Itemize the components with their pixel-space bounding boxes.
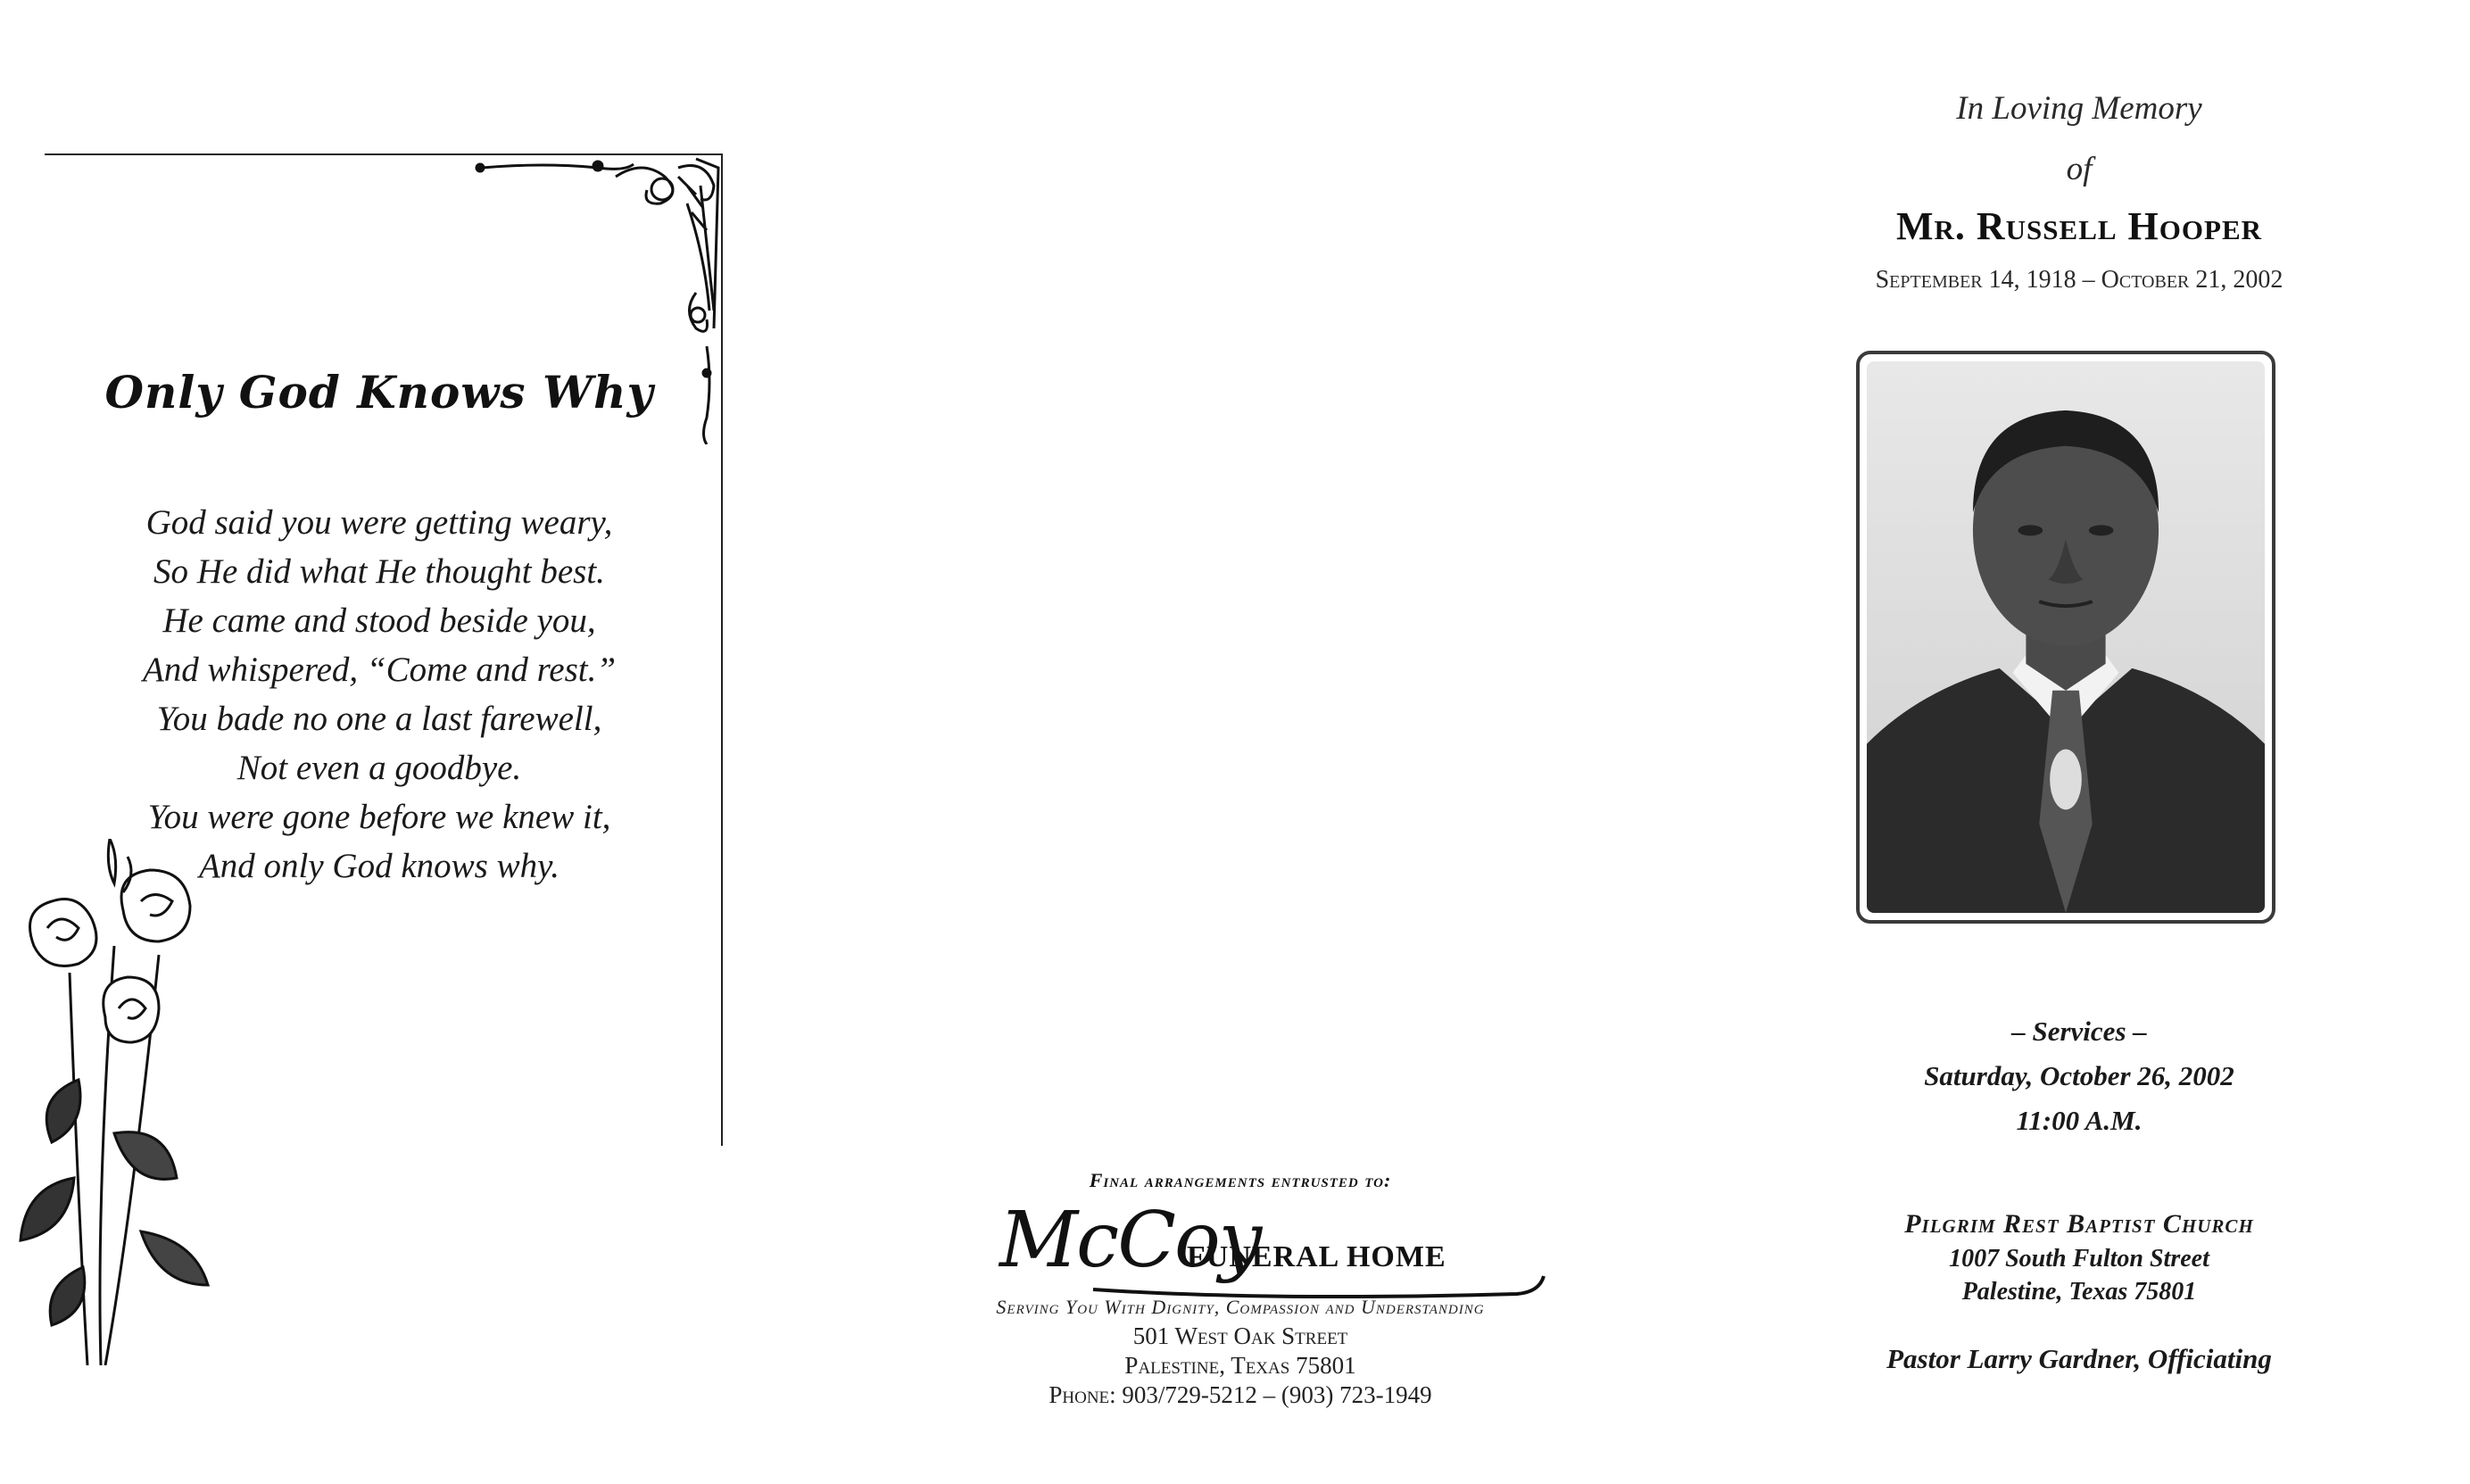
deceased-name: Mr. Russell Hooper [1895,204,2263,248]
portrait-icon [1867,361,2265,913]
poem [71,498,687,891]
funeral-home-street: 501 West Oak Street [1132,1322,1348,1349]
poem-line: You bade no one a last farewell, [156,700,602,738]
poem-line: You were gone before we knew it, [147,798,611,836]
phone-number: 903/729-5212 – (903) 723-1949 [1122,1381,1432,1408]
of-line: of [2066,151,2093,187]
funeral-home-logo [999,1196,1499,1294]
poem-line: So He did what He thought best. [153,552,605,591]
in-loving-memory: In Loving Memory [1956,90,2202,127]
church-street: 1007 South Fulton Street [1949,1245,2209,1273]
roses-illustration-icon [16,839,212,1365]
phone-label: Phone: [1049,1381,1116,1408]
portrait-photo [1856,351,2275,924]
logo-text: FUNERAL HOME [1187,1240,1446,1273]
funeral-home-phone [892,1381,1588,1409]
poem-line: Not even a goodbye. [236,749,522,787]
poem-line: And whispered, “Come and rest.” [142,651,617,689]
poem-title: Only God Knows Why [104,366,654,419]
services-label: – Services – [2011,1016,2147,1047]
arrangements-heading: Final arrangements entrusted to: [1089,1169,1392,1191]
funeral-home-city: Palestine, Texas 75801 [1124,1352,1356,1379]
church-name: Pilgrim Rest Baptist Church [1904,1209,2254,1239]
funeral-home-tagline: Serving You With Dignity, Compassion and Understanding [996,1296,1485,1318]
service-time: 11:00 A.M. [2016,1105,2143,1136]
logo-script: McCoy [999,1196,1261,1285]
service-date: Saturday, October 26, 2002 [1924,1060,2234,1091]
portrait-image [1867,361,2265,913]
life-dates: September 14, 1918 – October 21, 2002 [1875,266,2284,294]
officiant: Pastor Larry Gardner, Officiating [1886,1343,2272,1374]
poem-line: God said you were getting weary, [145,503,613,542]
poem-line: And only God knows why. [198,847,560,885]
church-city: Palestine, Texas 75801 [1961,1278,2197,1306]
poem-line: He came and stood beside you, [162,601,596,640]
